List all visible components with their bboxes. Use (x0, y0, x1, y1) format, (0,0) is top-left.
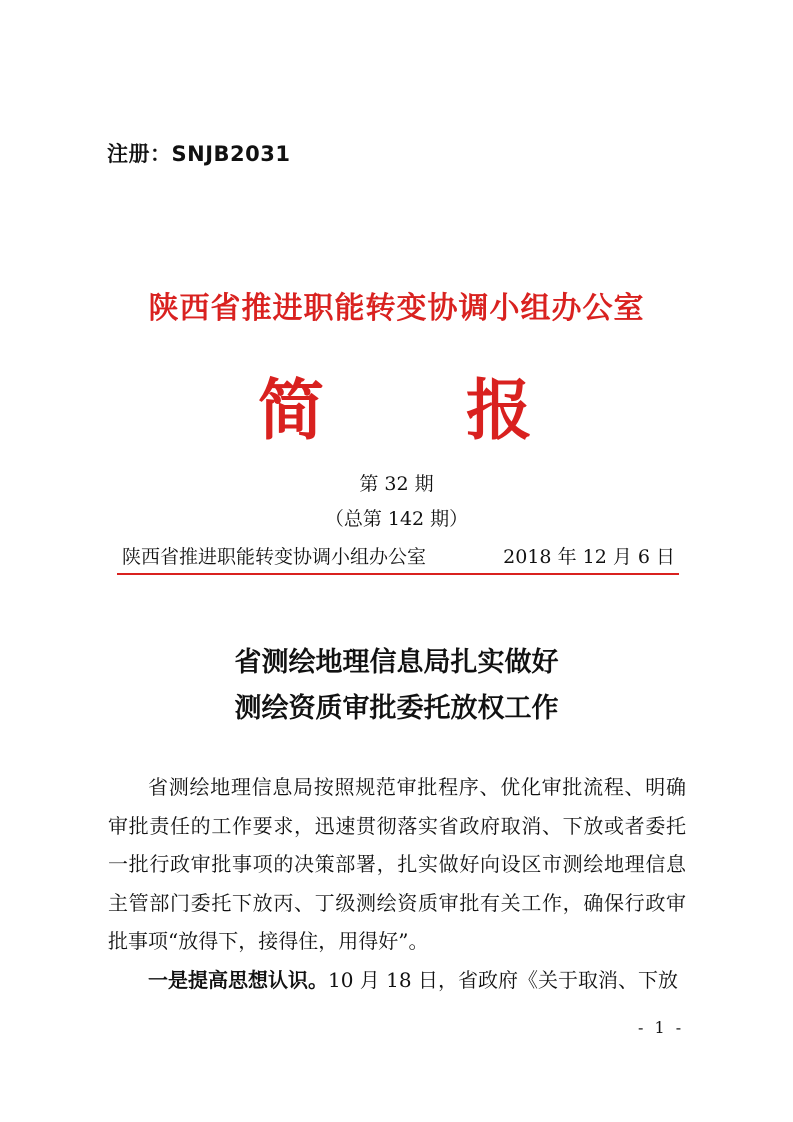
publication-date: 2018 年 12 月 6 日 (503, 546, 675, 568)
article-paragraph-1: 省测绘地理信息局按照规范审批程序、优化审批流程、明确审批责任的工作要求，迅速贯彻落实省政府取消、下放或者委托一批行政审批事项的决策部署，扎实做好向设区市测绘地理信息主管部门委托下放丙、丁级测绘资质审批有关工作，确保行政审批事项“放得下，接得住，用得好”。 (108, 775, 686, 953)
issue-number: 第 32 期 (359, 473, 434, 495)
registration-number: 注册：SNJB2031 (107, 142, 291, 166)
bulletin-title-char-2: 报 (466, 371, 532, 449)
issuing-organization-header: 陕西省推进职能转变协调小组办公室 (148, 291, 645, 326)
article-title-line-2: 测绘资质审批委托放权工作 (234, 693, 559, 724)
paragraph-2-lead: 一是提高思想认识。 (148, 968, 328, 992)
red-divider-line (117, 573, 679, 575)
publisher-name: 陕西省推进职能转变协调小组办公室 (122, 546, 427, 568)
bulletin-title-char-1: 简 (258, 371, 324, 449)
paragraph-2-text: 10 月 18 日，省政府《关于取消、下放 (328, 968, 678, 992)
page-number: - 1 - (638, 1018, 685, 1037)
article-title-line-1: 省测绘地理信息局扎实做好 (234, 647, 559, 678)
issue-total-number: （总第 142 期） (324, 508, 469, 530)
article-paragraph-2 (108, 961, 686, 999)
